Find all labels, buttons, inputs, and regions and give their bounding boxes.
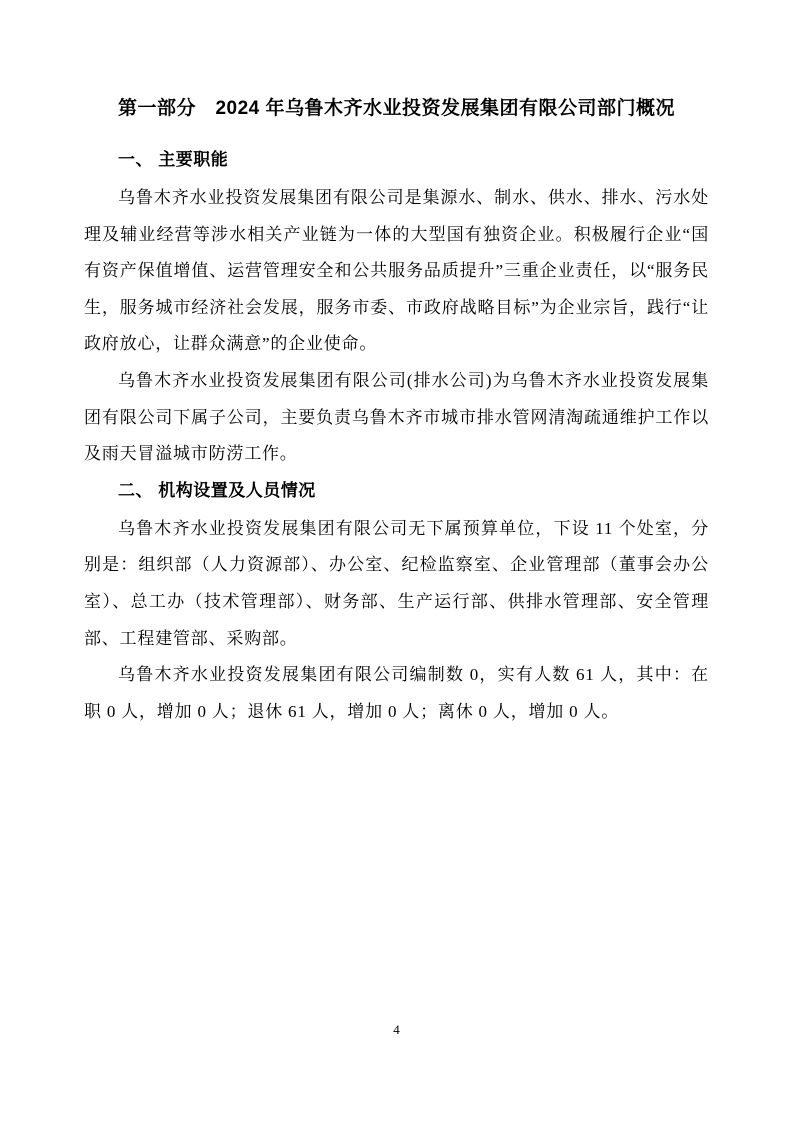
paragraph-company-overview: 乌鲁木齐水业投资发展集团有限公司是集源水、制水、供水、排水、污水处理及辅业经营等涉水相关产业链为一体的大型国有独资企业。积极履行企业“国有资产保值增值、运营管理安全和公共服务品质提升”三重企业责任，以“服务民生，服务城市经济社会发展，服务市委、市政府战略目标”为企业宗旨，践行“让政府放心，让群众满意”的企业使命。 <box>84 188 709 354</box>
paragraph-staff-counts: 乌鲁木齐水业投资发展集团有限公司编制数 0，实有人数 61 人，其中：在职 0 人，增加 0 人；退休 61 人，增加 0 人；离休 0 人，增加 0 人。 <box>84 665 709 721</box>
paragraph-drainage-subsidiary: 乌鲁木齐水业投资发展集团有限公司(排水公司)为乌鲁木齐水业投资发展集团有限公司下属子公司，主要负责乌鲁木齐市城市排水管网清淘疏通维护工作以及雨天冒溢城市防涝工作。 <box>84 370 709 464</box>
page-number: 4 <box>393 1022 400 1037</box>
section-heading-organization-staffing: 二、 机构设置及人员情况 <box>118 480 316 500</box>
paragraph-departments-list: 乌鲁木齐水业投资发展集团有限公司无下属预算单位，下设 11 个处室，分别是：组织部（人力资源部）、办公室、纪检监察室、企业管理部（董事会办公室）、总工办（技术管理部）、财务部、生产运行部、供排水管理部、安全管理部、工程建管部、采购部。 <box>84 518 709 648</box>
page-title: 第一部分 2024 年乌鲁木齐水业投资发展集团有限公司部门概况 <box>117 98 676 119</box>
section-heading-main-functions: 一、 主要职能 <box>118 150 229 169</box>
